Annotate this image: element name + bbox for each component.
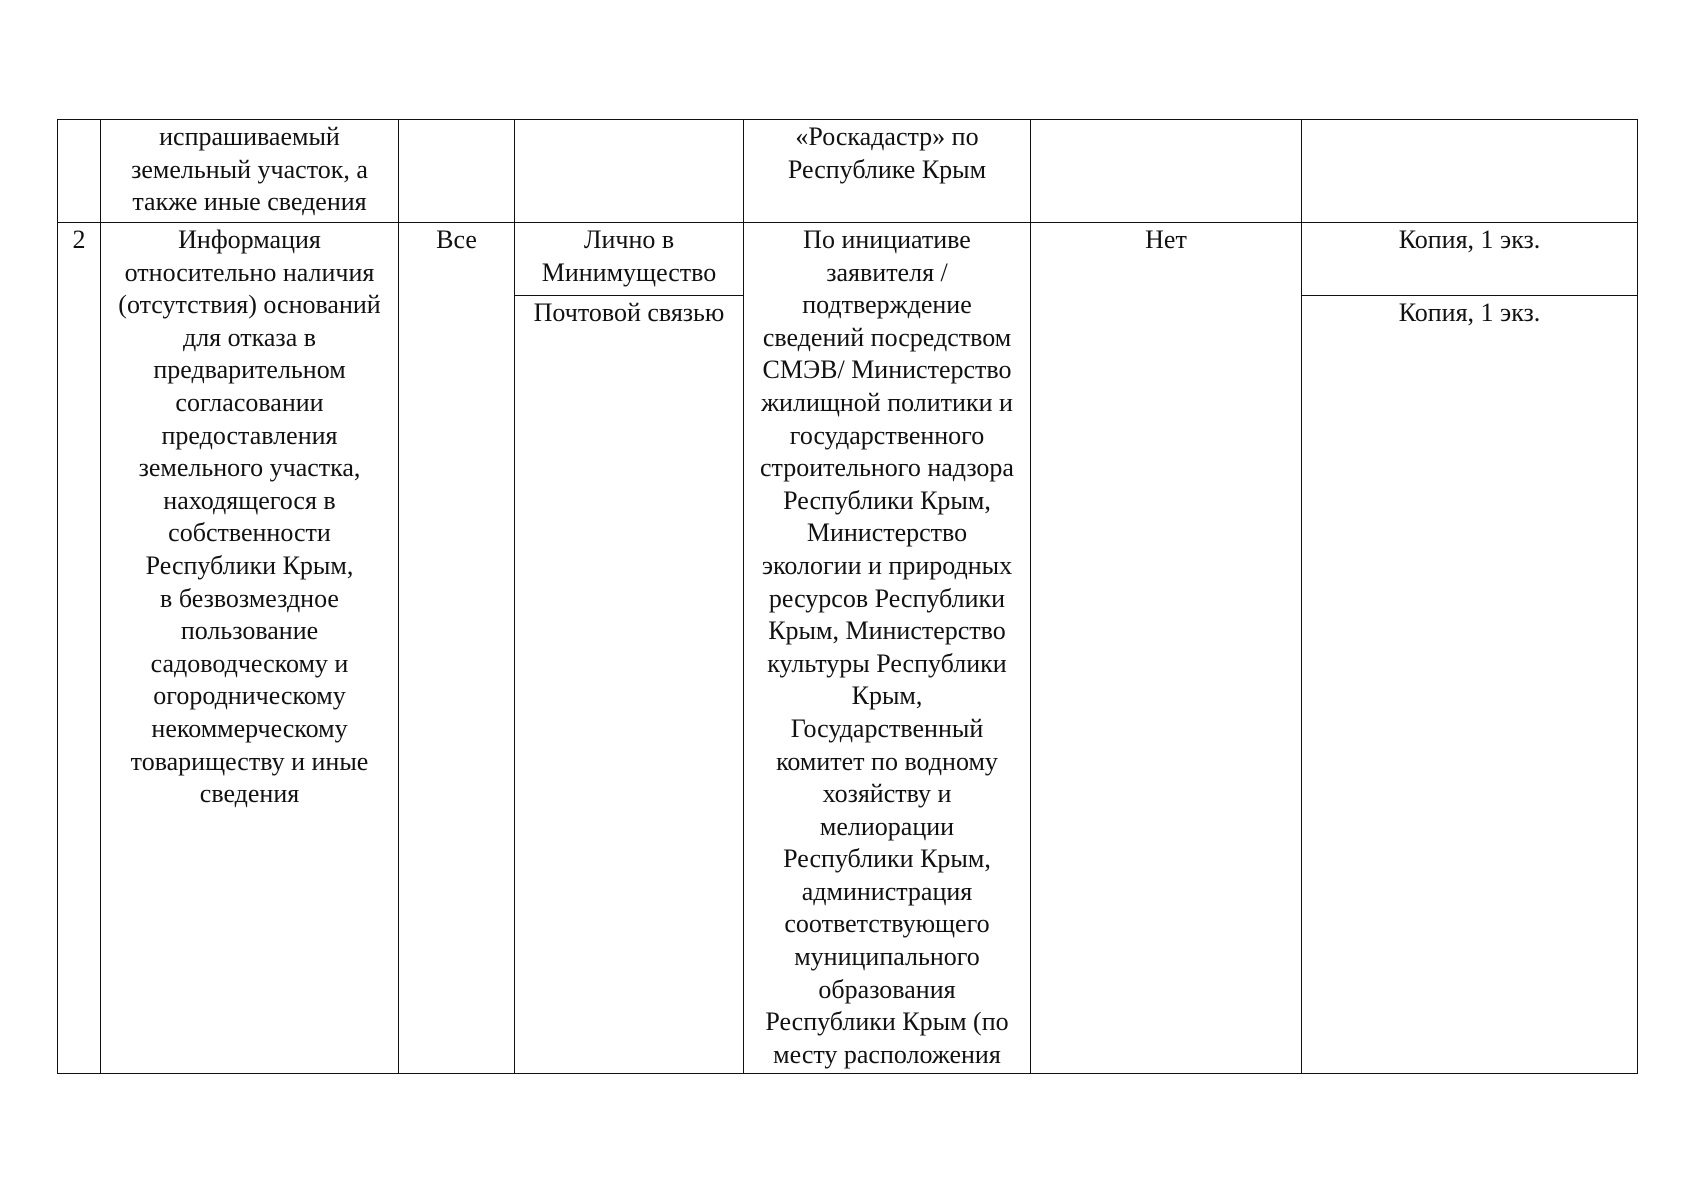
info-line: относительно наличия xyxy=(124,257,375,287)
source-line: Республике Крым xyxy=(787,154,987,184)
source-line: комитет по водному xyxy=(776,746,998,776)
cell-applicants: Все xyxy=(399,223,515,1074)
source-line: мелиорации xyxy=(819,811,955,841)
source-line: жилищной политики и xyxy=(761,387,1013,417)
source-line: Министерство xyxy=(806,518,968,548)
info-line: пользование xyxy=(180,616,319,646)
source-line: ресурсов Республики xyxy=(768,583,1006,613)
info-line: огородническому xyxy=(153,681,346,711)
cell-required xyxy=(1031,120,1302,223)
info-line: предоставления xyxy=(161,420,338,450)
source-line: Республики Крым (по xyxy=(765,1007,1009,1037)
source-line: сведений посредством xyxy=(762,322,1012,352)
cell-method-mail: Почтовой связью xyxy=(515,296,744,1074)
method-line: Лично в xyxy=(583,225,675,254)
cell-copy xyxy=(1302,120,1638,223)
cell-copy-in-person: Копия, 1 экз. xyxy=(1302,223,1638,296)
documents-table xyxy=(57,119,1638,1074)
info-line: также иные сведения xyxy=(132,187,367,217)
info-line: некоммерческому xyxy=(151,713,348,743)
cell-required: Нет xyxy=(1031,223,1302,1074)
info-line: товариществу и иные xyxy=(130,746,369,776)
source-line: подтверждение xyxy=(802,290,972,320)
source-line: администрация xyxy=(801,876,973,906)
source-line: культуры Республики xyxy=(767,648,1007,678)
info-line: согласовании xyxy=(175,387,324,417)
info-line: сведения xyxy=(199,779,300,809)
source-line: Республики Крым, xyxy=(783,485,991,515)
info-line: предварительном xyxy=(153,355,346,385)
source-line: месту расположения xyxy=(773,1039,1001,1069)
info-line: собственности xyxy=(168,518,331,548)
info-line: в безвозмездное xyxy=(160,583,339,613)
source-line: СМЭВ/ Министерство xyxy=(762,355,1012,385)
info-line: Информация xyxy=(178,225,321,254)
info-line: (отсутствия) оснований xyxy=(118,290,381,320)
cell-source xyxy=(744,120,1031,223)
method-line: Минимущество xyxy=(541,257,717,287)
row-number: 2 xyxy=(58,223,101,1074)
table-row-continued xyxy=(58,120,1638,223)
info-line: испрашиваемый xyxy=(159,122,340,151)
cell-info xyxy=(101,223,399,1074)
info-line: земельного участка, xyxy=(138,453,361,483)
source-line: Республики Крым, xyxy=(783,844,991,874)
info-line: находящегося в xyxy=(163,485,336,515)
source-line: «Роскадастр» по xyxy=(795,122,979,151)
source-line: заявителя / xyxy=(826,257,948,287)
source-line: хозяйству и xyxy=(822,779,952,809)
source-line: Крым, xyxy=(851,681,923,711)
info-line: для отказа в xyxy=(182,322,317,352)
cell-method-in-person xyxy=(515,223,744,296)
cell-number xyxy=(58,120,101,223)
info-line: Республики Крым, xyxy=(145,550,354,580)
info-line: земельный участок, а xyxy=(131,154,368,184)
source-line: Государственный xyxy=(790,713,984,743)
source-line: Крым, Министерство xyxy=(768,616,1006,646)
source-line: строительного надзора xyxy=(760,453,1014,483)
source-line: По инициативе xyxy=(803,225,971,254)
cell-copy-mail: Копия, 1 экз. xyxy=(1302,296,1638,1074)
source-line: образования xyxy=(818,974,956,1004)
source-line: соответствующего xyxy=(784,909,990,939)
source-line: муниципального xyxy=(794,942,980,972)
source-line: экологии и природных xyxy=(761,550,1013,580)
cell-source xyxy=(744,223,1031,1074)
source-line: государственного xyxy=(789,420,985,450)
cell-method xyxy=(515,120,744,223)
info-line: садоводческому и xyxy=(150,648,349,678)
cell-info xyxy=(101,120,399,223)
table-row-2 xyxy=(58,223,1638,296)
cell-applicants xyxy=(399,120,515,223)
